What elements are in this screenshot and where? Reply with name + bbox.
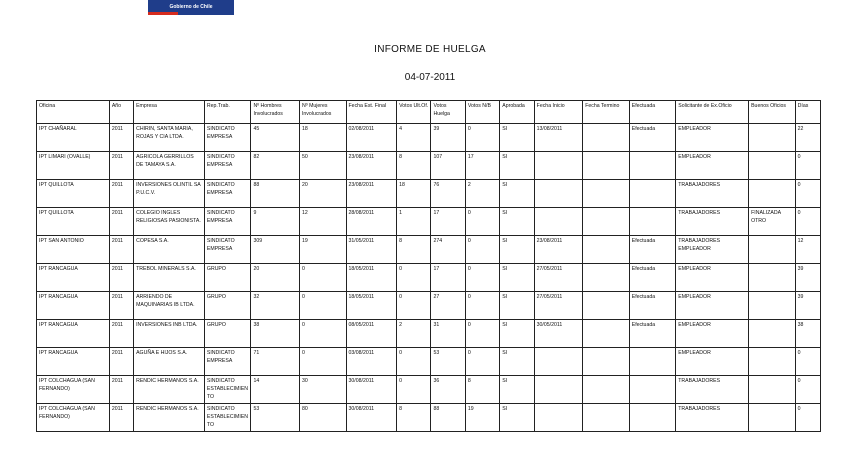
table-cell: 38 [251, 320, 300, 348]
table-cell: 2011 [109, 348, 133, 376]
table-cell: 31 [431, 320, 465, 348]
table-cell: 20 [251, 264, 300, 292]
table-cell: 18 [299, 124, 346, 152]
table-cell: SI [500, 404, 534, 432]
table-row [37, 208, 821, 236]
table-cell: GRUPO [204, 292, 251, 320]
table-cell: SINDICATO EMPRESA [204, 348, 251, 376]
table-cell: 12 [795, 236, 820, 264]
table-cell: 0 [795, 404, 820, 432]
table-cell: EMPLEADOR [676, 152, 749, 180]
table-cell [629, 376, 676, 404]
column-header: Fecha Termino [583, 101, 630, 124]
table-cell: SINDICATO EMPRESA [204, 180, 251, 208]
table-cell: GRUPO [204, 320, 251, 348]
table-cell [749, 264, 796, 292]
table-cell: TRABAJADORES [676, 404, 749, 432]
column-header: Empresa [134, 101, 205, 124]
table-cell: 27/05/2011 [534, 264, 583, 292]
table-cell: 38 [795, 320, 820, 348]
table-row [37, 348, 821, 376]
column-header: Días [795, 101, 820, 124]
table-cell: IPT SAN ANTONIO [37, 236, 110, 264]
table-cell: INVERSIONES OLINTIL SA P.U.C.V. [134, 180, 205, 208]
table-cell: COLEGIO INGLES RELIGIOSAS PASIONISTA. [134, 208, 205, 236]
table-cell: 1 [397, 208, 431, 236]
table-cell: 30 [299, 376, 346, 404]
table-cell: 39 [431, 124, 465, 152]
table-row [37, 124, 821, 152]
table-cell [583, 124, 630, 152]
table-cell: 32 [251, 292, 300, 320]
column-header: Aprobada [500, 101, 534, 124]
table-cell: 274 [431, 236, 465, 264]
table-cell: Efectuada [629, 264, 676, 292]
table-cell: SI [500, 180, 534, 208]
table-cell: 0 [795, 180, 820, 208]
table-cell [583, 236, 630, 264]
table-cell: 17 [465, 152, 499, 180]
table-cell: 8 [397, 404, 431, 432]
table-cell: SI [500, 264, 534, 292]
table-cell [749, 152, 796, 180]
table-cell: 18 [397, 180, 431, 208]
table-cell [534, 404, 583, 432]
table-cell: 22 [795, 124, 820, 152]
column-header: Nº Mujeres Involucrados [299, 101, 346, 124]
table-cell: 53 [251, 404, 300, 432]
column-header: Fecha Est. Final [346, 101, 397, 124]
table-cell: IPT RANCAGUA [37, 320, 110, 348]
table-cell: 0 [299, 264, 346, 292]
table-cell: SI [500, 292, 534, 320]
table-cell: Efectuada [629, 292, 676, 320]
table-cell: 23/08/2011 [346, 180, 397, 208]
table-cell [629, 180, 676, 208]
table-cell: 0 [397, 264, 431, 292]
table-cell: 2011 [109, 320, 133, 348]
table-body [37, 124, 821, 432]
table-cell: 17 [431, 264, 465, 292]
table-cell: 2011 [109, 376, 133, 404]
table-cell: 80 [299, 404, 346, 432]
table-cell [749, 320, 796, 348]
table-cell: 0 [299, 348, 346, 376]
table-cell: 0 [465, 208, 499, 236]
table-cell: 27 [431, 292, 465, 320]
table-cell: IPT QUILLOTA [37, 180, 110, 208]
table-cell [583, 376, 630, 404]
table-cell: SI [500, 236, 534, 264]
table-cell: SINDICATO ESTABLECIMIENTO [204, 404, 251, 432]
table-cell: RENDIC HERMANOS S.A. [134, 376, 205, 404]
table-cell: 28/08/2011 [346, 208, 397, 236]
table-cell: 2011 [109, 264, 133, 292]
table-cell: 17 [431, 208, 465, 236]
table-row [37, 236, 821, 264]
table-cell [534, 152, 583, 180]
column-header: Buenos Oficios [749, 101, 796, 124]
table-cell: CHIRIN, SANTA MARIA, ROJAS Y CIA LTDA. [134, 124, 205, 152]
table-cell: 0 [299, 320, 346, 348]
table-cell [629, 404, 676, 432]
column-header: Votos Huelga [431, 101, 465, 124]
table-row [37, 152, 821, 180]
table-cell [749, 180, 796, 208]
table-cell: 18/05/2011 [346, 292, 397, 320]
table-cell: 0 [397, 348, 431, 376]
table-cell: 53 [431, 348, 465, 376]
table-cell: SI [500, 208, 534, 236]
table-cell: SI [500, 152, 534, 180]
table-cell: 88 [431, 404, 465, 432]
table-cell: IPT RANCAGUA [37, 264, 110, 292]
table-cell: SINDICATO EMPRESA [204, 152, 251, 180]
table-cell: 08/05/2011 [346, 320, 397, 348]
table-cell: 0 [465, 348, 499, 376]
table-cell: 76 [431, 180, 465, 208]
table-cell [583, 264, 630, 292]
table-cell: GRUPO [204, 264, 251, 292]
table-cell: 0 [795, 152, 820, 180]
table-cell [749, 124, 796, 152]
table-cell: 0 [465, 320, 499, 348]
table-cell: 2 [397, 320, 431, 348]
table-cell [629, 152, 676, 180]
table-cell: EMPLEADOR [676, 320, 749, 348]
table-cell: SINDICATO EMPRESA [204, 208, 251, 236]
table-cell [583, 348, 630, 376]
table-cell: SI [500, 320, 534, 348]
header-row [37, 101, 821, 124]
table-cell: SI [500, 348, 534, 376]
table-cell: 0 [795, 208, 820, 236]
table-cell: 0 [299, 292, 346, 320]
table-cell: RENDIC HERMANOS S.A. [134, 404, 205, 432]
table-cell: 2011 [109, 124, 133, 152]
table-cell: 8 [465, 376, 499, 404]
table-cell: IPT COLCHAGUA (SAN FERNANDO) [37, 376, 110, 404]
table-cell: 12 [299, 208, 346, 236]
table-cell: Efectuada [629, 124, 676, 152]
table-cell: 2011 [109, 180, 133, 208]
table-cell: 14 [251, 376, 300, 404]
table-cell: IPT CHAÑARAL [37, 124, 110, 152]
strike-report-table [36, 100, 821, 432]
table-cell: 20 [299, 180, 346, 208]
table-cell: IPT COLCHAGUA (SAN FERNANDO) [37, 404, 110, 432]
table-cell: 309 [251, 236, 300, 264]
table-row [37, 376, 821, 404]
table-cell [583, 152, 630, 180]
table-cell: TRABAJADORES [676, 208, 749, 236]
table-cell: IPT QUILLOTA [37, 208, 110, 236]
table-cell: 2011 [109, 292, 133, 320]
table-cell: 2011 [109, 208, 133, 236]
table-cell: IPT RANCAGUA [37, 292, 110, 320]
column-header: Año [109, 101, 133, 124]
table-row [37, 320, 821, 348]
table-cell: 36 [431, 376, 465, 404]
table-row [37, 404, 821, 432]
table-cell [583, 320, 630, 348]
table-cell: SI [500, 124, 534, 152]
table-cell: EMPLEADOR [676, 264, 749, 292]
table-cell: 03/08/2011 [346, 348, 397, 376]
table-cell: 18/05/2011 [346, 264, 397, 292]
table-cell [534, 208, 583, 236]
table-cell: 0 [795, 348, 820, 376]
table-cell: 2011 [109, 404, 133, 432]
table-cell: SINDICATO EMPRESA [204, 124, 251, 152]
table-cell: 30/08/2011 [346, 404, 397, 432]
table-header [37, 101, 821, 124]
table-cell [629, 348, 676, 376]
table-cell: 13/08/2011 [534, 124, 583, 152]
column-header: Efectuada [629, 101, 676, 124]
table-cell: EMPLEADOR [676, 348, 749, 376]
table-cell: 0 [397, 292, 431, 320]
table-cell: 31/05/2011 [346, 236, 397, 264]
table-cell: AGUÑA E HIJOS S.A. [134, 348, 205, 376]
table-cell: 19 [299, 236, 346, 264]
government-logo [148, 0, 234, 15]
column-header: Nº Hombres Involucrados [251, 101, 300, 124]
table-row [37, 264, 821, 292]
table-cell: 2011 [109, 152, 133, 180]
table-cell: 0 [465, 236, 499, 264]
table-cell: 8 [397, 236, 431, 264]
table-cell: FINALIZADA OTRO [749, 208, 796, 236]
table-cell: 02/08/2011 [346, 124, 397, 152]
table-cell: 2 [465, 180, 499, 208]
table-cell: 30/08/2011 [346, 376, 397, 404]
table-cell: TRABAJADORES EMPLEADOR [676, 236, 749, 264]
table-cell: 50 [299, 152, 346, 180]
table-cell [749, 376, 796, 404]
table-cell: IPT LIMARI (OVALLE) [37, 152, 110, 180]
table-cell: AGRICOLA GERRILLOS DE TAMAYA S.A. [134, 152, 205, 180]
table-cell: Efectuada [629, 320, 676, 348]
table-cell: 0 [795, 376, 820, 404]
table-cell: 0 [397, 376, 431, 404]
report-title: INFORME DE HUELGA [374, 44, 486, 55]
table-cell [583, 180, 630, 208]
table-cell: 23/08/2011 [346, 152, 397, 180]
table-cell: 107 [431, 152, 465, 180]
table-cell: 27/05/2011 [534, 292, 583, 320]
table-cell: 2011 [109, 236, 133, 264]
table-cell [534, 180, 583, 208]
table-cell: TREBOL MINERALS S.A. [134, 264, 205, 292]
table-cell: 0 [465, 264, 499, 292]
table-cell: 39 [795, 292, 820, 320]
table-cell: 71 [251, 348, 300, 376]
logo-text: Gobierno de Chile [169, 4, 213, 10]
table-cell [583, 404, 630, 432]
table-cell [629, 208, 676, 236]
table-cell: SINDICATO ESTABLECIMIENTO [204, 376, 251, 404]
table-cell: COPESA S.A. [134, 236, 205, 264]
table-cell: 0 [465, 292, 499, 320]
table-cell: 82 [251, 152, 300, 180]
table-cell: EMPLEADOR [676, 292, 749, 320]
table-cell [749, 348, 796, 376]
table-cell: SI [500, 376, 534, 404]
table-cell [749, 404, 796, 432]
table-cell: Efectuada [629, 236, 676, 264]
column-header: Rep.Trab. [204, 101, 251, 124]
report-date: 04-07-2011 [404, 72, 456, 83]
column-header: Fecha Inicio [534, 101, 583, 124]
table-cell: SINDICATO EMPRESA [204, 236, 251, 264]
column-header: Votos N/B [465, 101, 499, 124]
table-cell [583, 292, 630, 320]
table-cell [534, 376, 583, 404]
table-row [37, 292, 821, 320]
table-cell: TRABAJADORES [676, 376, 749, 404]
table-cell: 88 [251, 180, 300, 208]
column-header: Solicitante de Ex.Oficio [676, 101, 749, 124]
table-cell: INVERSIONES INB LTDA. [134, 320, 205, 348]
table-cell: TRABAJADORES [676, 180, 749, 208]
table-cell: 4 [397, 124, 431, 152]
table-cell: 23/08/2011 [534, 236, 583, 264]
table-cell [749, 292, 796, 320]
table-cell: 45 [251, 124, 300, 152]
table-cell [534, 348, 583, 376]
logo-flag-stripe [148, 12, 178, 15]
column-header: Votos Ult.Of. [397, 101, 431, 124]
table-cell: 8 [397, 152, 431, 180]
table-cell: 19 [465, 404, 499, 432]
table-cell [749, 236, 796, 264]
column-header: Oficina [37, 101, 110, 124]
table-row [37, 180, 821, 208]
table-cell: 9 [251, 208, 300, 236]
table-cell [583, 208, 630, 236]
table-cell: ARRIENDO DE MAQUINARIAS IB LTDA. [134, 292, 205, 320]
table-cell: EMPLEADOR [676, 124, 749, 152]
table-cell: 39 [795, 264, 820, 292]
table-cell: 30/05/2011 [534, 320, 583, 348]
table-cell: IPT RANCAGUA [37, 348, 110, 376]
table-cell: 0 [465, 124, 499, 152]
